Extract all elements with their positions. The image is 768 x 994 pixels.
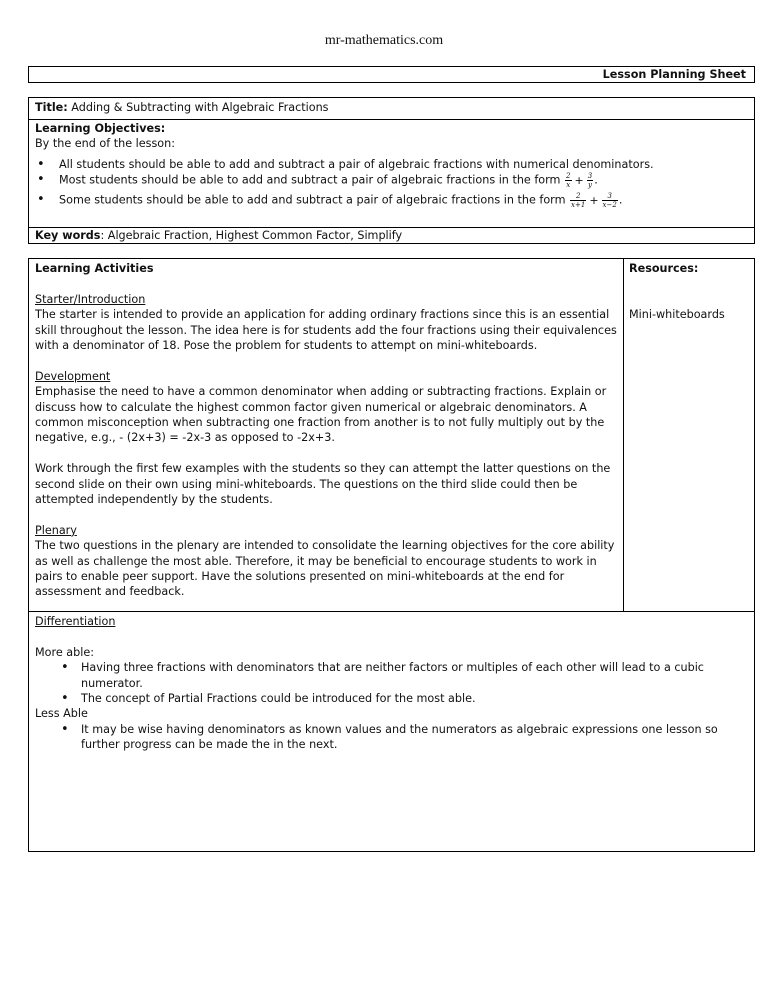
keywords-text: : Algebraic Fraction, Highest Common Factor, Simplify: [100, 229, 403, 242]
less-able-item: • It may be wise having denominators as known values and the numerators as algebraic expressions one lesson so further progress can be made the in the next.: [35, 722, 748, 753]
sheet-label: Lesson Planning Sheet: [602, 68, 746, 81]
plenary-text: The two questions in the plenary are intended to consolidate the learning objectives for the core ability as well as challenge the most able. Therefore, it may be beneficial to encourage students to work in pairs to enable peer support. Have the solutions presented on mini-whiteboards at the end for assessment and feedback.: [35, 539, 615, 599]
differentiation-content: [35, 614, 748, 753]
development-heading: Development: [35, 369, 111, 383]
less-able-label: Less Able: [35, 707, 88, 721]
fraction: $\frac{3}{x-2}$: [602, 192, 617, 210]
objective-item: • Some students should be able to add and subtract a pair of algebraic fractions in the form $\frac{2}{x+1}$ + $\frac{3}{x-2}$ .: [35, 192, 754, 209]
lesson-info-table: [28, 97, 755, 244]
fraction: $\frac{3}{y}$: [587, 172, 593, 190]
more-able-item: • The concept of Partial Fractions could be introduced for the most able.: [35, 691, 748, 706]
more-able-label: More able:: [35, 645, 95, 659]
keywords-row: [29, 227, 754, 244]
header-bar: [28, 66, 755, 83]
title-row: [29, 98, 754, 119]
resources-heading: Resources:: [629, 262, 699, 275]
title-label: Title:: [35, 101, 68, 114]
plenary-heading: Plenary: [35, 523, 77, 537]
starter-text: The starter is intended to provide an application for adding ordinary fractions since this is an essential skill throughout the lesson. The idea here is for students add the four fractions using their equivalences with a denominator of 18. Pose the problem for students to attempt on mini-whiteboards.: [35, 308, 617, 353]
objective-item: • Most students should be able to add and subtract a pair of algebraic fractions in the form $\frac{2}{x}$ + $\frac{3}{y}$ .: [35, 172, 754, 189]
resources-column: [629, 261, 749, 323]
keywords-label: Key words: [35, 229, 101, 242]
development-text-2: Work through the first few examples with the students so they can attempt the latter questions on the second slide on their own using mini-whiteboards. The questions on the third slide could then be attempted independently by the students.: [35, 462, 611, 507]
starter-heading: Starter/Introduction: [35, 292, 146, 306]
objective-item: • All students should be able to add and subtract a pair of algebraic fractions with numerical denominators.: [35, 157, 754, 172]
activities-table: [28, 258, 755, 612]
fraction: $\frac{2}{x}$: [566, 172, 571, 190]
fraction: $\frac{2}{x+1}$: [571, 192, 586, 210]
objectives-intro: By the end of the lesson:: [35, 137, 176, 151]
differentiation-table: [28, 611, 755, 852]
differentiation-heading: Differentiation: [35, 615, 116, 628]
activities-column: [35, 261, 619, 600]
objectives-heading: Learning Objectives:: [35, 122, 166, 135]
development-text: Emphasise the need to have a common denominator when adding or subtracting fractions. Explain or discuss how to calculate the highest common factor given numerical or algebraic denominators. A common misconception when subtracting one fraction from another is to not fully multiply out by the negative, e.g., - (2x+3) = -2x-3 as opposed to -2x+3.: [35, 385, 607, 445]
site-name: mr-mathematics.com: [324, 33, 444, 48]
more-able-item: • Having three fractions with denominators that are neither factors or multiples of each other will lead to a cubic numerator.: [35, 660, 748, 691]
resource-item: Mini-whiteboards: [629, 308, 725, 322]
lesson-title: Adding & Subtracting with Algebraic Fractions: [71, 101, 329, 114]
activities-heading: Learning Activities: [35, 262, 154, 275]
objectives-row: [29, 119, 754, 227]
